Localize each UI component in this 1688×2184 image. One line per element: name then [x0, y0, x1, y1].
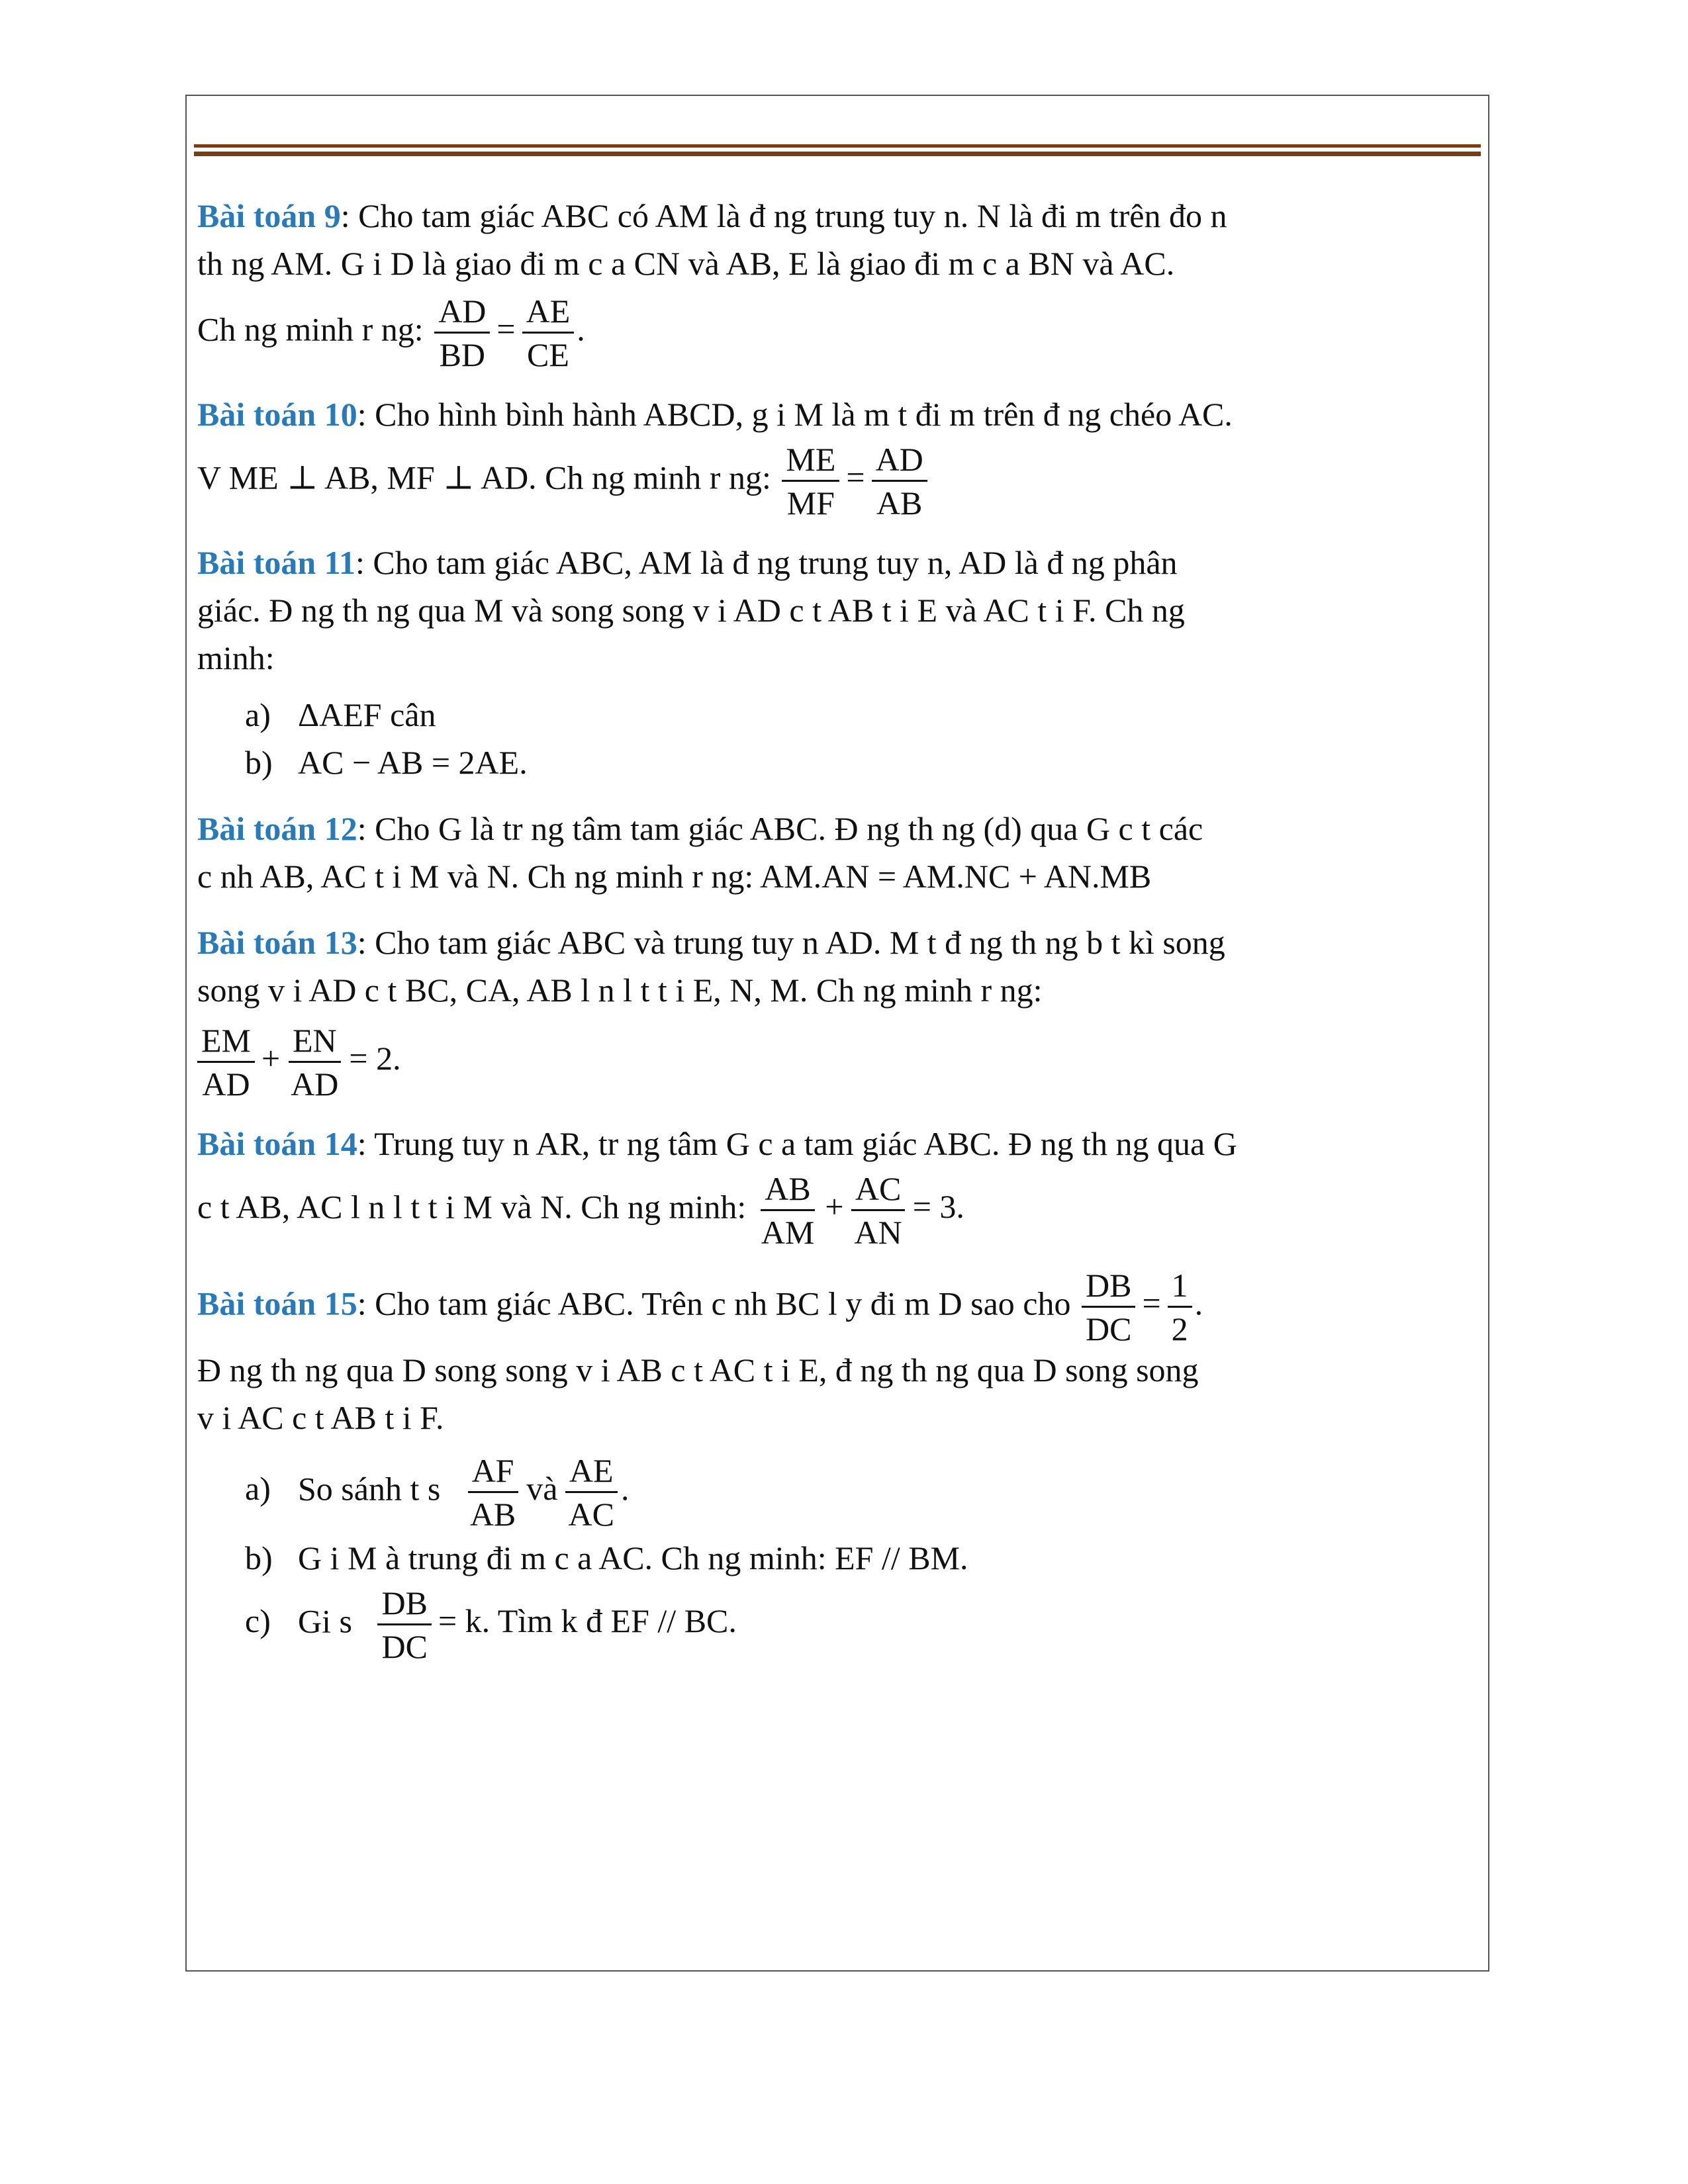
problem-title: Bài toán 15 [197, 1285, 357, 1322]
problem-11 [197, 539, 1475, 786]
fraction: $\frac{DB}{DC}$ [377, 1586, 431, 1664]
problem-text: : Cho tam giác ABC và trung tuy n AD. M t đ ng th ng b t kì song [357, 924, 1225, 961]
problem-text: : Cho hình bình hành ABCD, g i M là m t đi m trên đ ng chéo AC. [357, 396, 1233, 433]
problem-text: v i AC c t AB t i F. [197, 1399, 444, 1436]
problem-text: V ME ⊥ AB, MF ⊥ AD. Ch ng minh r ng: [197, 459, 771, 496]
problem-text: th ng AM. G i D là giao đi m c a CN và AB, E là giao đi m c a BN và AC. [197, 245, 1175, 282]
problem-text: song v i AD c t BC, CA, AB l n l t t i E, N, M. Ch ng minh r ng: [197, 972, 1043, 1009]
problem-12 [197, 805, 1475, 900]
problem-text: minh: [197, 639, 275, 676]
problem-title: Bài toán 12 [197, 810, 357, 847]
fraction: $\frac{AE}{CE}$ [522, 294, 575, 372]
fraction: $\frac{ME}{MF}$ [782, 442, 839, 520]
problem-text: : Cho tam giác ABC, AM là đ ng trung tuy n, AD là đ ng phân [355, 544, 1178, 581]
problem-text: c t AB, AC l n l t t i M và N. Ch ng minh: [197, 1188, 747, 1226]
problem-text: Đ ng th ng qua D song song v i AB c t AC t i E, đ ng th ng qua D song song [197, 1351, 1199, 1388]
problem-text: c nh AB, AC t i M và N. Ch ng minh r ng: AM.AN = AM.NC + AN.MB [197, 858, 1152, 895]
problem-14: Bài toán 14: Trung tuy n AR, tr ng tâm G c a tam giác ABC. Đ ng th ng qua G c t AB, AC l n l t t i M và N. Ch ng minh: $\frac{AB}{AM}$ + $\frac{AC}{AN}$ = 3. [197, 1125, 1237, 1251]
problem-title: Bài toán 14 [197, 1125, 357, 1162]
problem-text: : Cho tam giác ABC. Trên c nh BC l y đi m D sao cho [357, 1285, 1071, 1322]
fraction: $\frac{1}{2}$ [1168, 1268, 1192, 1346]
fraction: $\frac{EN}{AD}$ [287, 1023, 342, 1101]
problem-title: Bài toán 11 [197, 544, 355, 581]
problem-title: Bài toán 9 [197, 197, 341, 234]
problem-text: Ch ng minh r ng: [197, 310, 424, 348]
problem-9: Bài toán 9: Cho tam giác ABC có AM là đ ng trung tuy n. N là đi m trên đo n th ng AM. G i D là giao đi m c a CN và AB, E là giao đi m c a BN và AC. Ch ng minh r ng: $\frac{AD}{BD}$ = $\frac{AE}{CE}$ . [197, 192, 1475, 372]
list-item: a) So sánh t s $\frac{AF}{AB}$ và $\frac{AE}{AC}$ . [245, 1452, 630, 1533]
fraction: $\frac{AD}{BD}$ [434, 294, 490, 372]
problem-13: Bài toán 13: Cho tam giác ABC và trung tuy n AD. M t đ ng th ng b t kì song song v i AD c t BC, CA, AB l n l t t i E, N, M. Ch ng minh r ng: $\frac{EM}{AD}$ + $\frac{EN}{AD}$ = 2. [197, 919, 1475, 1101]
fraction: $\frac{EM}{AD}$ [197, 1023, 255, 1101]
fraction: $\frac{DB}{DC}$ [1082, 1268, 1135, 1346]
header-rule [194, 144, 1481, 156]
list-item: c) Gi s $\frac{DB}{DC}$ = k. Tìm k đ EF // BC. [245, 1584, 737, 1665]
problem-title: Bài toán 13 [197, 924, 357, 961]
fraction: $\frac{AD}{AB}$ [872, 442, 927, 520]
fraction: $\frac{AC}{AN}$ [851, 1171, 906, 1250]
list-item: b) AC − AB = 2AE. [245, 744, 528, 781]
list-item: a) ΔAEF cân [245, 696, 436, 733]
problem-text: : Trung tuy n AR, tr ng tâm G c a tam giác ABC. Đ ng th ng qua G [357, 1125, 1237, 1162]
fraction: $\frac{AF}{AB}$ [466, 1453, 520, 1531]
problem-10: Bài toán 10: Cho hình bình hành ABCD, g i M là m t đi m trên đ ng chéo AC. V ME ⊥ AB, MF ⊥ AD. Ch ng minh r ng: $\frac{ME}{MF}$ = $\frac{AD}{AB}$ [197, 396, 1233, 522]
fraction: $\frac{AE}{AC}$ [564, 1453, 618, 1531]
fraction: $\frac{AB}{AM}$ [761, 1170, 815, 1251]
problem-title: Bài toán 10 [197, 396, 357, 433]
problem-text: : Cho G là tr ng tâm tam giác ABC. Đ ng th ng (d) qua G c t các [357, 810, 1203, 847]
list-item: b) G i M à trung đi m c a AC. Ch ng minh: EF // BM. [245, 1539, 968, 1576]
document-body [197, 192, 1475, 1682]
problem-text: : Cho tam giác ABC có AM là đ ng trung tuy n. N là đi m trên đo n [340, 197, 1227, 234]
problem-15: Bài toán 15: Cho tam giác ABC. Trên c nh BC l y đi m D sao cho $\frac{DB}{DC}$ = $\frac{1}{2}$ . Đ ng th ng qua D song song v i AB c t AC t i E, đ ng th ng qua D song song v i AC c t AB t i F. a) So sánh t s $\frac{AF}{AB}$ và $\frac{AE}{AC}$ . b) G i M à trung đi m c a AC. Ch ng minh: EF // BM. c) Gi s $\frac{DB}{DC}$ = k. Tìm k đ EF // BC. [197, 1268, 1475, 1664]
problem-text: giác. Đ ng th ng qua M và song song v i AD c t AB t i E và AC t i F. Ch ng [197, 592, 1185, 629]
